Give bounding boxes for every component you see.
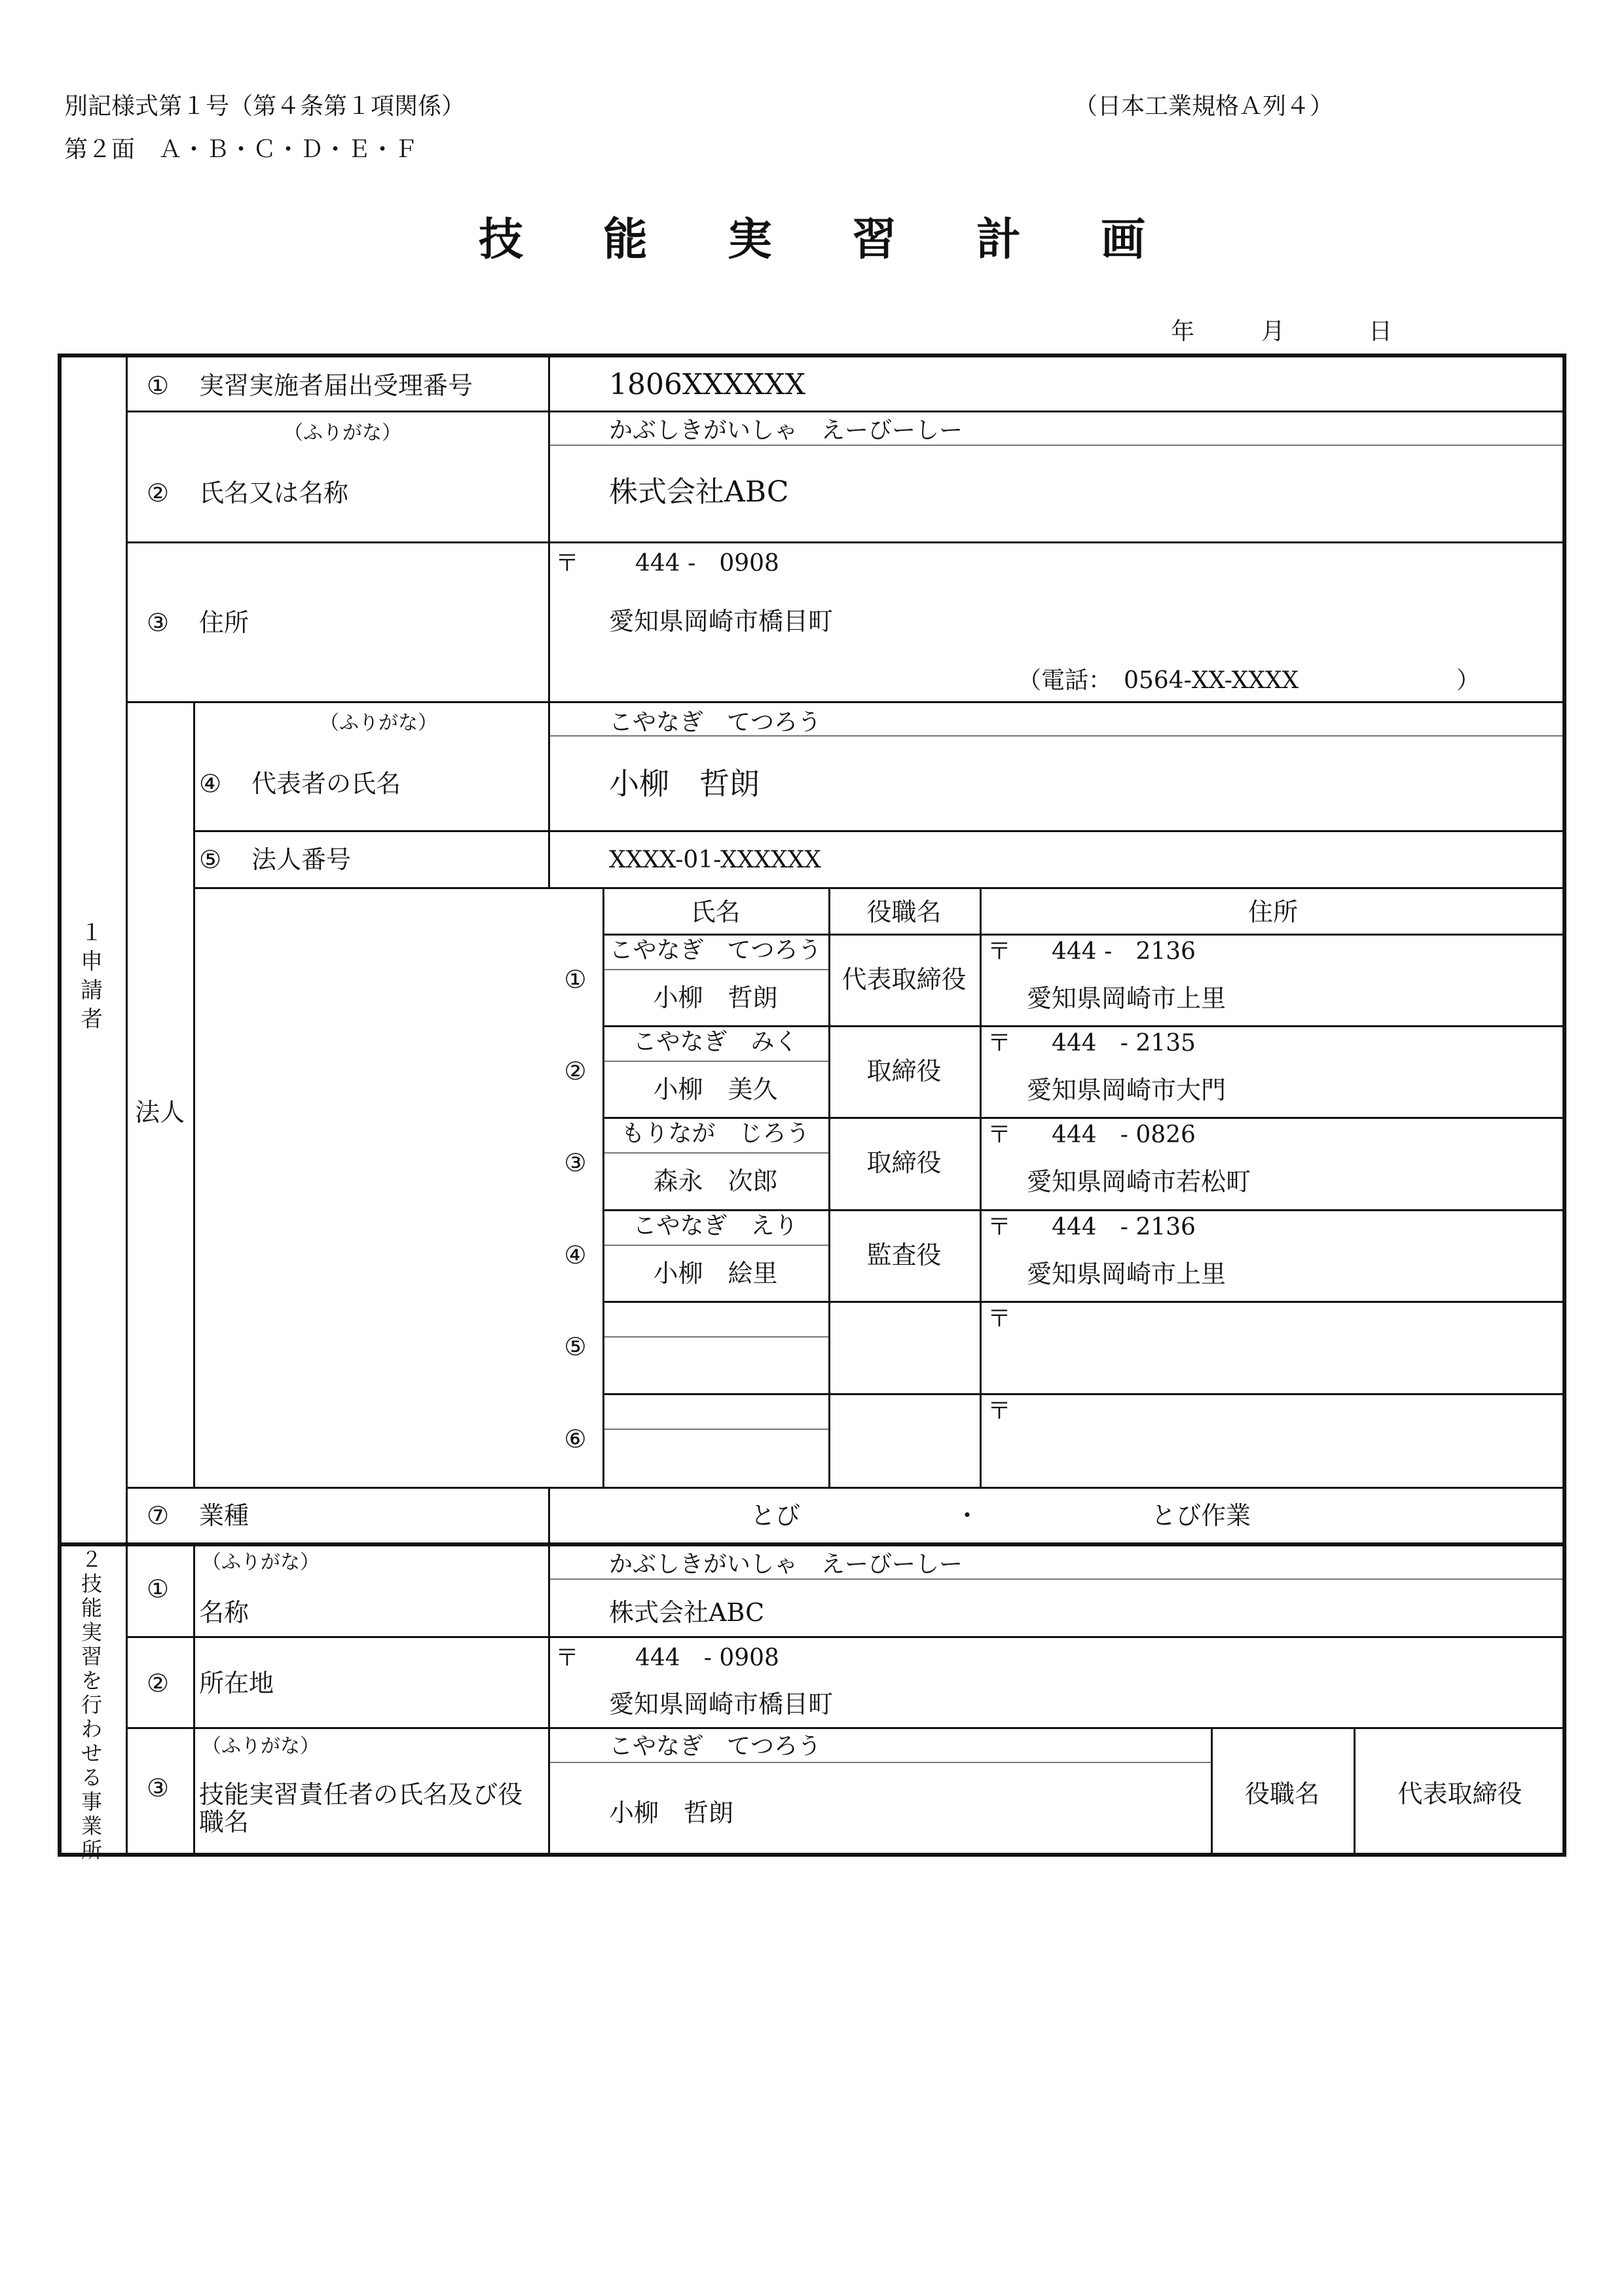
corporation-label: 法人 bbox=[135, 1098, 185, 1127]
office-item-3-number: ③ bbox=[147, 1774, 170, 1802]
item-4-label: 代表者の氏名 bbox=[251, 769, 401, 798]
officer-3-title[interactable]: 取締役 bbox=[866, 1148, 942, 1177]
officer-2-postal[interactable]: 444 - 2135 bbox=[1052, 1030, 1196, 1057]
officer-3-number: ③ bbox=[564, 1148, 587, 1177]
office-address-field[interactable]: 愛知県岡崎市橋目町 bbox=[609, 1690, 834, 1719]
officer-2-number: ② bbox=[564, 1057, 587, 1085]
item-3-label: 住所 bbox=[199, 608, 249, 637]
item-7-label: 業種 bbox=[199, 1501, 249, 1530]
officer-4-postal[interactable]: 444 - 2136 bbox=[1052, 1214, 1196, 1241]
office-item-1-number: ① bbox=[147, 1575, 170, 1603]
item-4-furigana-label: （ふりがな） bbox=[320, 712, 437, 735]
document-title: 技能実習計画 bbox=[478, 213, 1225, 266]
officer-2-address[interactable]: 愛知県岡崎市大門 bbox=[1027, 1076, 1227, 1104]
item-2-number: ② bbox=[147, 479, 170, 507]
item-5-number: ⑤ bbox=[199, 845, 222, 874]
officer-6-postal-mark-icon: 〒 bbox=[987, 1398, 1012, 1425]
industry-separator: ・ bbox=[955, 1501, 980, 1530]
item-7-number: ⑦ bbox=[147, 1501, 170, 1530]
office-item-1-label: 名称 bbox=[199, 1598, 249, 1627]
office-item-1-furigana-label: （ふりがな） bbox=[202, 1551, 320, 1574]
phone-field[interactable]: （電話： 0564-XX-XXXX bbox=[1018, 667, 1299, 694]
officer-5-number: ⑤ bbox=[564, 1332, 587, 1361]
date-day-label: 日 bbox=[1369, 318, 1393, 345]
office-item-2-number: ② bbox=[147, 1669, 170, 1698]
officer-4-postal-mark-icon: 〒 bbox=[987, 1214, 1012, 1241]
form-table bbox=[58, 354, 1566, 1863]
phone-close-paren: ） bbox=[1456, 667, 1481, 694]
item-3-number: ③ bbox=[147, 608, 170, 637]
officer-4-title[interactable]: 監査役 bbox=[866, 1241, 942, 1269]
office-postal-mark-icon: 〒 bbox=[555, 1645, 580, 1671]
date-year-label: 年 bbox=[1171, 318, 1195, 345]
officer-2-title[interactable]: 取締役 bbox=[866, 1057, 942, 1085]
officers-header-address: 住所 bbox=[1247, 898, 1298, 926]
address-field[interactable]: 愛知県岡崎市橋目町 bbox=[609, 607, 834, 636]
officer-1-postal[interactable]: 444 - 2136 bbox=[1052, 938, 1196, 965]
officer-5-postal-mark-icon: 〒 bbox=[987, 1305, 1012, 1332]
item-1-label: 実習実施者届出受理番号 bbox=[199, 371, 473, 400]
item-4-number: ④ bbox=[199, 769, 222, 798]
office-section-label: ２技能実習を行わせる事業所 bbox=[81, 1547, 102, 1863]
office-postal-field[interactable]: 444 - 0908 bbox=[635, 1645, 779, 1671]
officer-1-title[interactable]: 代表取締役 bbox=[841, 965, 967, 994]
trainer-title-label: 役職名 bbox=[1244, 1779, 1320, 1808]
officer-3-postal-mark-icon: 〒 bbox=[987, 1121, 1012, 1148]
item-2-label: 氏名又は名称 bbox=[199, 479, 349, 507]
officer-4-address[interactable]: 愛知県岡崎市上里 bbox=[1027, 1260, 1227, 1288]
officer-2-kana[interactable]: こやなぎ みく bbox=[633, 1029, 798, 1055]
officer-6-number: ⑥ bbox=[564, 1425, 587, 1453]
trainer-furigana-field[interactable]: こやなぎ てつろう bbox=[609, 1733, 822, 1760]
officers-header-name: 氏名 bbox=[690, 898, 741, 926]
registration-number-field[interactable]: 1806XXXXXX bbox=[609, 368, 805, 401]
officer-1-postal-mark-icon: 〒 bbox=[987, 938, 1012, 965]
item-2-furigana-label: （ふりがな） bbox=[284, 422, 401, 445]
postal-code-field[interactable]: 444 - 0908 bbox=[635, 550, 779, 577]
industry-field[interactable]: とび bbox=[750, 1501, 801, 1530]
work-type-field[interactable]: とび作業 bbox=[1151, 1501, 1251, 1530]
trainer-name-field[interactable]: 小柳 哲朗 bbox=[609, 1798, 734, 1827]
paper-size-note: （日本工業規格Ａ列４） bbox=[1074, 93, 1334, 120]
officer-3-address[interactable]: 愛知県岡崎市若松町 bbox=[1027, 1167, 1251, 1196]
postal-mark-icon: 〒 bbox=[555, 550, 580, 577]
office-item-3-furigana-label: （ふりがな） bbox=[202, 1735, 320, 1758]
form-reference: 別記様式第１号（第４条第１項関係） bbox=[64, 93, 466, 120]
office-item-3-label: 技能実習責任者の氏名及び役職名 bbox=[199, 1780, 523, 1836]
corporate-number-field[interactable]: XXXX-01-XXXXXX bbox=[609, 847, 821, 873]
date-month-label: 月 bbox=[1261, 318, 1285, 345]
item-1-number: ① bbox=[147, 371, 170, 400]
office-name-field[interactable]: 株式会社ABC bbox=[609, 1598, 765, 1627]
officer-3-postal[interactable]: 444 - 0826 bbox=[1052, 1121, 1196, 1148]
item-5-label: 法人番号 bbox=[251, 845, 352, 874]
officers-header-title: 役職名 bbox=[866, 898, 942, 926]
officer-2-postal-mark-icon: 〒 bbox=[987, 1030, 1012, 1057]
officer-1-address[interactable]: 愛知県岡崎市上里 bbox=[1027, 984, 1227, 1013]
officer-4-kana[interactable]: こやなぎ えり bbox=[633, 1212, 798, 1239]
company-name-field[interactable]: 株式会社ABC bbox=[609, 475, 789, 509]
representative-furigana-field[interactable]: こやなぎ てつろう bbox=[609, 709, 822, 736]
officer-1-number: ① bbox=[564, 965, 587, 994]
officer-1-kana[interactable]: こやなぎ てつろう bbox=[609, 937, 822, 964]
page-label: 第２面 Ａ・Ｂ・Ｃ・Ｄ・Ｅ・Ｆ bbox=[64, 136, 418, 163]
officer-2-name[interactable]: 小柳 美久 bbox=[653, 1075, 778, 1104]
officer-4-name[interactable]: 小柳 絵里 bbox=[653, 1259, 778, 1288]
representative-name-field[interactable]: 小柳 哲朗 bbox=[609, 766, 760, 801]
officer-4-number: ④ bbox=[564, 1241, 587, 1269]
officer-1-name[interactable]: 小柳 哲朗 bbox=[653, 983, 778, 1012]
officer-3-name[interactable]: 森永 次郎 bbox=[653, 1167, 778, 1195]
office-name-furigana-field[interactable]: かぶしきがいしゃ えーびーしー bbox=[609, 1551, 963, 1578]
applicant-section-label: １申請者 bbox=[81, 920, 103, 1032]
trainer-title-field[interactable]: 代表取締役 bbox=[1397, 1779, 1522, 1808]
name-furigana-field[interactable]: かぶしきがいしゃ えーびーしー bbox=[609, 417, 963, 444]
office-item-2-label: 所在地 bbox=[199, 1669, 274, 1698]
officer-3-kana[interactable]: もりなが じろう bbox=[621, 1120, 810, 1147]
